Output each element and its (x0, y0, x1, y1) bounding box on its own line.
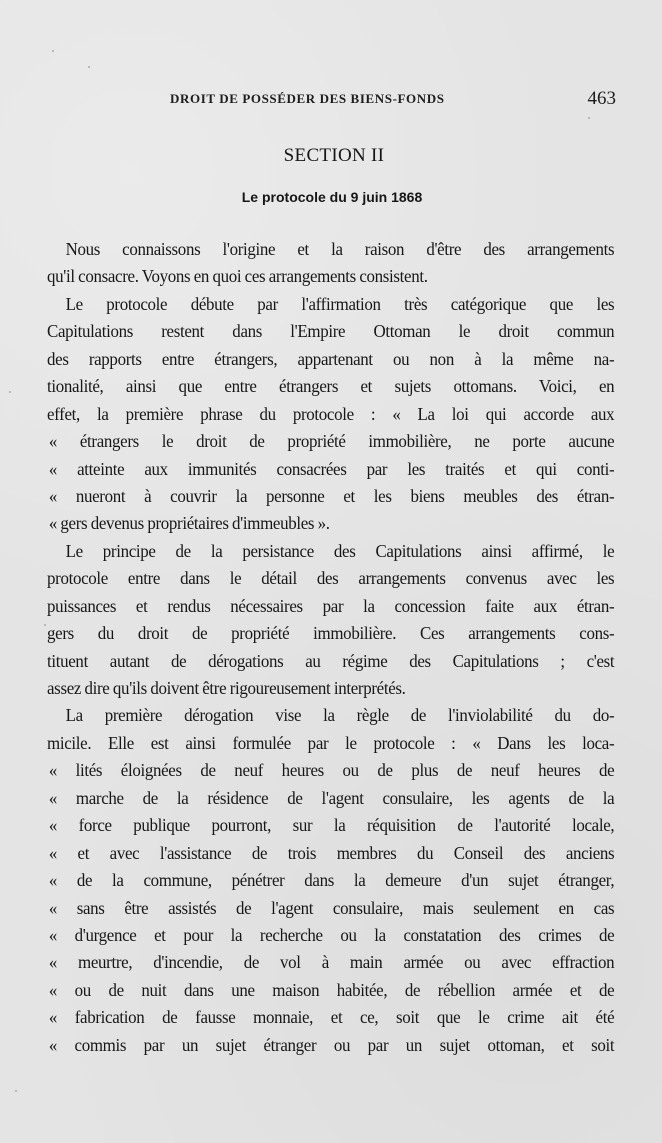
text-line: « et avec l'assistance de trois membres du Conseil des anciens (48, 842, 615, 863)
text-line: « sans être assistés de l'agent consulaire, mais seulement en cas (48, 897, 615, 918)
text-line: gers du droit de propriété immobilière. Ces arrangements cons- (47, 623, 615, 644)
page-number: 463 (587, 88, 616, 109)
text-line: qu'il consacre. Voyons en quoi ces arrangements consistent. (47, 266, 428, 287)
text-line: « atteinte aux immunités consacrées par les traités et qui conti- (48, 458, 615, 479)
paper-speck (9, 391, 11, 393)
section-heading: SECTION II (283, 145, 385, 166)
text-line: « commis par un sujet étranger ou par un sujet ottoman, et soit (48, 1034, 615, 1055)
paper-speck (88, 66, 90, 68)
text-line: assez dire qu'ils doivent être rigoureusement interprétés. (47, 678, 406, 698)
text-line: « gers devenus propriétaires d'immeubles ». (48, 513, 330, 534)
body-text (47, 236, 614, 1059)
text-line: « fabrication de fausse monnaie, et ce, soit que le crime ait été (48, 1007, 615, 1028)
running-head-title: DROIT DE POSSÉDER DES BIENS-FONDS (170, 91, 445, 106)
text-line: La première dérogation vise la règle de l'inviolabilité du do- (65, 705, 615, 726)
text-line: effet, la première phrase du protocole : « La loi qui accorde aux (47, 403, 615, 424)
text-line: protocole entre dans le détail des arrangements convenus avec les (47, 568, 615, 589)
running-head (170, 88, 616, 110)
paper-speck (52, 50, 54, 52)
paper-speck (588, 117, 590, 119)
text-line: « marche de la résidence de l'agent consulaire, les agents de la (48, 787, 615, 808)
text-line: des rapports entre étrangers, appartenant ou non à la même na- (47, 348, 615, 369)
text-line: Le principe de la persistance des Capitulations ainsi affirmé, le (65, 540, 615, 561)
text-line: Nous connaissons l'origine et la raison d'être des arrangements (65, 239, 615, 259)
text-line: micile. Elle est ainsi formulée par le protocole : « Dans les loca- (47, 732, 615, 753)
text-line: Le protocole débute par l'affirmation très catégorique que les (65, 293, 615, 314)
section-subtitle: Le protocole du 9 juin 1868 (241, 189, 423, 205)
text-line: « étrangers le droit de propriété immobilière, ne porte aucune (48, 431, 615, 452)
text-line: « nueront à couvrir la personne et les biens meubles des étran- (48, 485, 615, 506)
paper-speck (44, 624, 46, 626)
text-line: tionalité, ainsi que entre étrangers et sujets ottomans. Voici, en (47, 376, 615, 397)
text-line: « de la commune, pénétrer dans la demeure d'un sujet étranger, (48, 870, 615, 891)
text-line: « force publique pourront, sur la réquisition de l'autorité locale, (48, 815, 615, 836)
text-line: Capitulations restent dans l'Empire Ottoman le droit commun (47, 321, 615, 342)
text-line: « ou de nuit dans une maison habitée, de rébellion armée et de (48, 979, 615, 1000)
text-line: « d'urgence et pour la recherche ou la constatation des crimes de (48, 924, 615, 945)
text-line: tituent autant de dérogations au régime des Capitulations ; c'est (47, 650, 615, 671)
text-line: « lités éloignées de neuf heures ou de plus de neuf heures de (48, 760, 615, 781)
text-line: « meurtre, d'incendie, de vol à main armée ou avec effraction (48, 952, 615, 973)
paper-speck (15, 1090, 17, 1092)
text-line: puissances et rendus nécessaires par la concession faite aux étran- (47, 595, 615, 616)
